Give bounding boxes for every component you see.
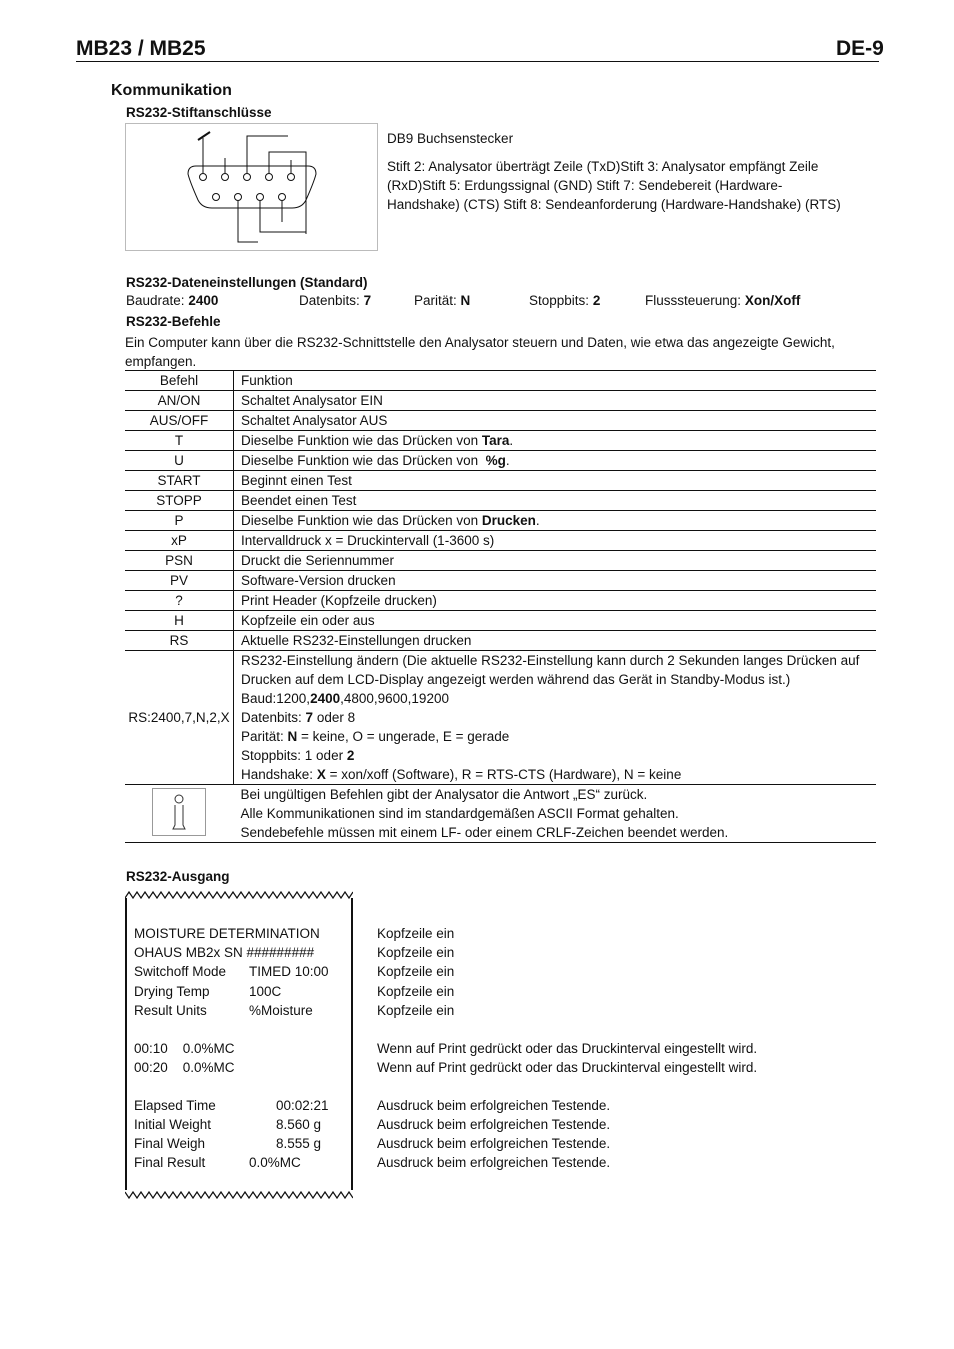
table-row: [125, 571, 876, 591]
command-cell: AUS/OFF: [125, 411, 234, 431]
ticket-line-label: MOISTURE DETERMINATION: [134, 926, 320, 941]
ticket-line-value: %Moisture: [249, 1003, 313, 1018]
rs-databits-line: Datenbits: 7 oder 8: [241, 710, 356, 725]
command-cell: STOPP: [125, 491, 234, 511]
ticket-right-edge: [351, 898, 353, 1190]
document-title: MB23 / MB25: [76, 37, 206, 60]
table-row: [125, 551, 876, 571]
ticket-line-label: Final Result: [134, 1155, 206, 1170]
function-cell: Intervalldruck x = Druckintervall (1-3600 s): [234, 531, 877, 551]
header-rule: [76, 61, 879, 62]
note-text-cell: [234, 785, 877, 843]
ticket-bottom-edge: [125, 1190, 353, 1200]
ticket-line-remark: Kopfzeile ein: [377, 984, 455, 999]
ticket-line-remark: Kopfzeile ein: [377, 1003, 455, 1018]
settings-title: RS232-Dateneinstellungen (Standard): [126, 275, 368, 290]
rs-parity-line: Parität: N = keine, O = ungerade, E = gerade: [241, 729, 510, 744]
page-number: DE-9: [836, 37, 884, 60]
function-cell: Dieselbe Funktion wie das Drücken von %g.: [234, 451, 877, 471]
function-cell: Beginnt einen Test: [234, 471, 877, 491]
table-row: [125, 411, 876, 431]
db9-connector-figure: [125, 123, 378, 251]
table-row: [125, 391, 876, 411]
ticket-line-remark: Ausdruck beim erfolgreichen Testende.: [377, 1136, 611, 1151]
command-cell: PV: [125, 571, 234, 591]
command-cell: P: [125, 511, 234, 531]
connector-label: DB9 Buchsenstecker: [387, 131, 514, 146]
function-cell: Druckt die Seriennummer: [234, 551, 877, 571]
output-title: RS232-Ausgang: [126, 869, 230, 884]
ticket-line-label: 00:20 0.0%MC: [134, 1060, 235, 1075]
note-line: Bei ungültigen Befehlen gibt der Analysator die Antwort „ES“ zurück.: [240, 787, 648, 802]
table-row: [125, 531, 876, 551]
function-cell: Dieselbe Funktion wie das Drücken von Tara.: [234, 431, 877, 451]
ticket-line-remark: Ausdruck beim erfolgreichen Testende.: [377, 1117, 611, 1132]
table-row: [125, 511, 876, 531]
ticket-line-remark: Ausdruck beim erfolgreichen Testende.: [377, 1098, 611, 1113]
commands-title: RS232-Befehle: [126, 314, 221, 329]
ticket-left-edge: [125, 898, 127, 1190]
table-row-rs-settings: [125, 651, 876, 785]
table-row: [125, 611, 876, 631]
table-row: [125, 631, 876, 651]
commands-intro: Ein Computer kann über die RS232-Schnittstelle den Analysator steuern und Daten, wie etwa das angezeigte Gewicht, empfangen.: [125, 335, 835, 369]
ticket-line-value: 8.560 g: [276, 1117, 322, 1132]
setting-databits: Datenbits: 7: [299, 293, 372, 308]
pin-description: Stift 2: Analysator überträgt Zeile (TxD)Stift 3: Analysator empfängt Zeile (RxD)Stift 5: Erdungssignal (GND) Stift 7: Sendebereit (Hardware-Handshake) (CTS) Stift 8: Sendeanforderung (Hardware-Handshake) (RTS): [387, 159, 841, 212]
table-row: [125, 591, 876, 611]
rs-change-text: RS232-Einstellung ändern (Die aktuelle RS232-Einstellung kann durch 2 Sekunden langes Drücken auf Drucken auf dem LCD-Display angezeigt werden während das Gerät in Standby-Modus ist.): [241, 653, 860, 687]
commands-table: [125, 370, 876, 843]
ticket-line-value: 0.0%MC: [249, 1155, 301, 1170]
function-cell: Beendet einen Test: [234, 491, 877, 511]
note-hand-icon: [152, 788, 206, 836]
function-cell: Aktuelle RS232-Einstellungen drucken: [234, 631, 877, 651]
table-row: [125, 431, 876, 451]
command-cell: PSN: [125, 551, 234, 571]
command-cell: H: [125, 611, 234, 631]
ticket-line-label: Result Units: [134, 1003, 207, 1018]
table-header-row: [125, 371, 876, 391]
ticket-line-remark: Kopfzeile ein: [377, 926, 455, 941]
ticket-line-label: Switchoff Mode: [134, 964, 227, 979]
table-row-note: [125, 785, 876, 843]
column-header-function: Funktion: [234, 371, 877, 391]
ticket-line-remark: Wenn auf Print gedrückt oder das Druckinterval eingestellt wird.: [377, 1060, 758, 1075]
ticket-line-value: 00:02:21: [276, 1098, 329, 1113]
command-cell: ?: [125, 591, 234, 611]
note-icon-cell: [125, 785, 234, 843]
section-title: Kommunikation: [111, 82, 232, 99]
function-cell: Print Header (Kopfzeile drucken): [234, 591, 877, 611]
table-row: [125, 491, 876, 511]
ticket-line-value: 100C: [249, 984, 282, 999]
table-row: [125, 471, 876, 491]
ticket-line-value: 8.555 g: [276, 1136, 322, 1151]
ticket-top-edge: [125, 890, 353, 900]
note-line: Alle Kommunikationen sind im standardgemäßen ASCII Format gehalten.: [240, 806, 679, 821]
setting-stopbits: Stoppbits: 2: [529, 293, 601, 308]
ticket-line-remark: Wenn auf Print gedrückt oder das Druckinterval eingestellt wird.: [377, 1041, 758, 1056]
command-cell: RS:2400,7,N,2,X: [125, 651, 234, 785]
pins-title: RS232-Stiftanschlüsse: [126, 105, 272, 120]
ticket-line-value: TIMED 10:00: [249, 964, 329, 979]
ticket-line-label: Drying Temp: [134, 984, 210, 999]
ticket-line-label: OHAUS MB2x SN #########: [134, 945, 315, 960]
rs-handshake-line: Handshake: X = xon/xoff (Software), R = RTS-CTS (Hardware), N = keine: [241, 767, 682, 782]
db9-connector-icon: [126, 124, 379, 252]
ticket-line-remark: Kopfzeile ein: [377, 945, 455, 960]
ticket-line-remark: Kopfzeile ein: [377, 964, 455, 979]
function-cell: Kopfzeile ein oder aus: [234, 611, 877, 631]
ticket-line-label: Final Weigh: [134, 1136, 206, 1151]
function-cell: Dieselbe Funktion wie das Drücken von Drucken.: [234, 511, 877, 531]
table-row: [125, 451, 876, 471]
command-cell: RS: [125, 631, 234, 651]
command-cell: U: [125, 451, 234, 471]
function-cell: Schaltet Analysator EIN: [234, 391, 877, 411]
setting-baudrate: Baudrate: 2400: [126, 293, 219, 308]
rs-stopbits-line: Stoppbits: 1 oder 2: [241, 748, 355, 763]
function-cell: Schaltet Analysator AUS: [234, 411, 877, 431]
ticket-line-label: Elapsed Time: [134, 1098, 216, 1113]
command-cell: AN/ON: [125, 391, 234, 411]
ticket-line-remark: Ausdruck beim erfolgreichen Testende.: [377, 1155, 611, 1170]
ticket-line-label: 00:10 0.0%MC: [134, 1041, 235, 1056]
column-header-command: Befehl: [125, 371, 234, 391]
function-cell: [234, 651, 877, 785]
rs-baud-line: Baud:1200,2400,4800,9600,19200: [241, 691, 449, 706]
command-cell: T: [125, 431, 234, 451]
note-line: Sendebefehle müssen mit einem LF- oder einem CRLF-Zeichen beendet werden.: [240, 825, 729, 840]
command-cell: xP: [125, 531, 234, 551]
setting-parity: Parität: N: [414, 293, 471, 308]
function-cell: Software-Version drucken: [234, 571, 877, 591]
command-cell: START: [125, 471, 234, 491]
ticket-line-label: Initial Weight: [134, 1117, 212, 1132]
setting-flow-control: Flusssteuerung: Xon/Xoff: [645, 293, 801, 308]
